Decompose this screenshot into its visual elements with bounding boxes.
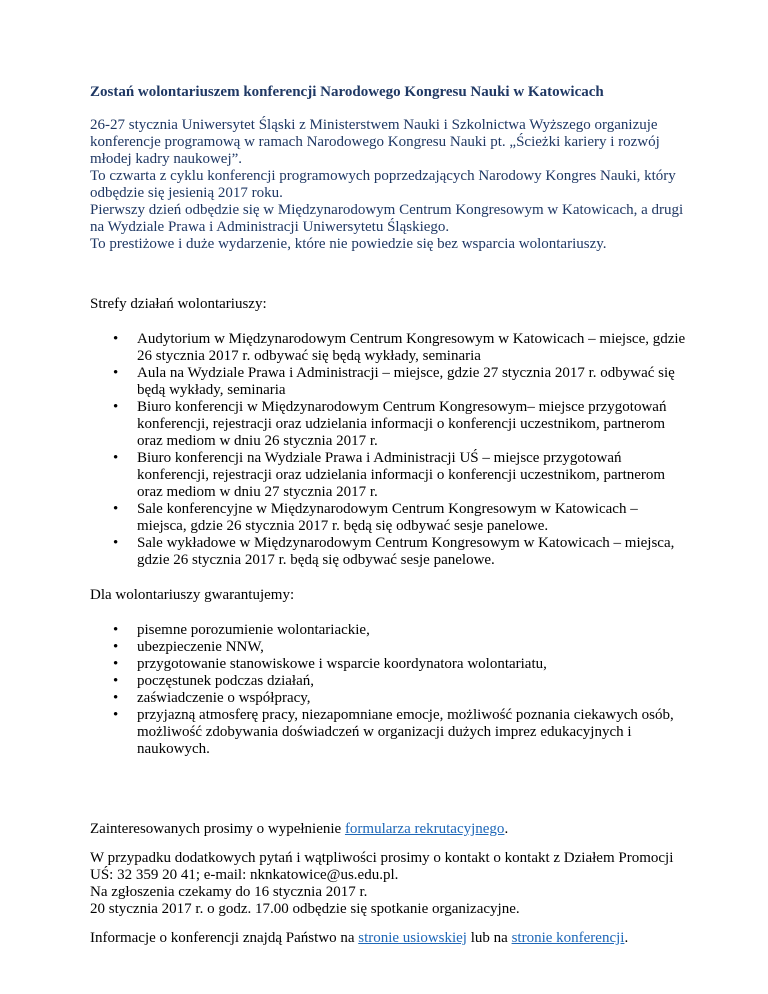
spacer bbox=[90, 776, 690, 821]
intro-line: Pierwszy dzień odbędzie się w Międzynarodowym Centrum Kongresowym w Katowicach, a drugi na Wydziale Prawa i Administracji Uniwersytetu Śląskiego. bbox=[90, 202, 684, 235]
intro-line: 26-27 stycznia Uniwersytet Śląski z Ministerstwem Nauki i Szkolnictwa Wyższego organizuje konferencje programową w ramach Narodowego Kongresu Nauki pt. „Ścieżki kariery i rozwój młodej kadry naukowej”. bbox=[90, 117, 660, 167]
info-mid: lub na bbox=[466, 930, 512, 946]
guarantee-list bbox=[90, 622, 690, 758]
recruitment-form-link[interactable]: formularza rekrutacyjnego bbox=[344, 821, 505, 837]
contact-line: Na zgłoszenia czekamy do 16 stycznia 2017 r. bbox=[90, 884, 368, 900]
intro-line: To czwarta z cyklu konferencji programowych poprzedzających Narodowy Kongres Nauki, który odbędzie się jesienią 2017 roku. bbox=[90, 168, 676, 201]
contact-line: W przypadku dodatkowych pytań i wątpliwości prosimy o kontakt o kontakt z Działem Promocji UŚ: 32 359 20 41; e-mail: nknkatowice@us.edu.pl. bbox=[90, 850, 674, 883]
list-item: • pisemne porozumienie wolontariackie, bbox=[137, 622, 690, 639]
list-item: • Sale konferencyjne w Międzynarodowym Centrum Kongresowym w Katowicach – miejsca, gdzie 26 stycznia 2017 r. będą się odbywać sesje panelowe. bbox=[137, 501, 690, 535]
zones-list bbox=[90, 331, 690, 569]
recruit-paragraph bbox=[90, 821, 690, 838]
recruit-end: . bbox=[504, 821, 509, 837]
list-item: • Biuro konferencji w Międzynarodowym Centrum Kongresowym– miejsce przygotowań konferencji, rejestracji oraz udzielania informacji o konferencji uczestnikom, partnerom oraz mediom w dniu 26 stycznia 2017 r. bbox=[137, 399, 690, 450]
list-item: • Aula na Wydziale Prawa i Administracji – miejsce, gdzie 27 stycznia 2017 r. odbywać się będą wykłady, seminaria bbox=[137, 365, 690, 399]
contact-section bbox=[90, 850, 690, 918]
contact-line: 20 stycznia 2017 r. o godz. 17.00 odbędzie się spotkanie organizacyjne. bbox=[90, 901, 520, 917]
document-page bbox=[90, 84, 690, 959]
intro-line: To prestiżowe i duże wydarzenie, które nie powiedzie się bez wsparcia wolontariuszy. bbox=[90, 236, 607, 252]
zones-heading: Strefy działań wolontariuszy: bbox=[90, 296, 267, 312]
info-paragraph bbox=[90, 930, 690, 947]
list-item: • ubezpieczenie NNW, bbox=[137, 639, 690, 656]
conference-page-link[interactable]: stronie konferencji bbox=[511, 930, 625, 946]
guarantee-heading: Dla wolontariuszy gwarantujemy: bbox=[90, 587, 295, 603]
info-end: . bbox=[624, 930, 629, 946]
list-item: • przyjazną atmosferę pracy, niezapomniane emocje, możliwość poznania ciekawych osób, możliwość zdobywania doświadczeń w organizacji dużych imprez edukacyjnych i naukowych. bbox=[137, 707, 690, 758]
university-page-link[interactable]: stronie usiowskiej bbox=[358, 930, 467, 946]
list-item: • zaświadczenie o współpracy, bbox=[137, 690, 690, 707]
list-item: • poczęstunek podczas działań, bbox=[137, 673, 690, 690]
list-item: • Sale wykładowe w Międzynarodowym Centrum Kongresowym w Katowicach – miejsca, gdzie 26 stycznia 2017 r. będą się odbywać sesje panelowe. bbox=[137, 535, 690, 569]
intro-section bbox=[90, 117, 690, 253]
recruit-text: Zainteresowanych prosimy o wypełnienie bbox=[90, 821, 345, 837]
list-item: • Audytorium w Międzynarodowym Centrum Kongresowym w Katowicach – miejsce, gdzie 26 stycznia 2017 r. odbywać się będą wykłady, seminaria bbox=[137, 331, 690, 365]
list-item: • Biuro konferencji na Wydziale Prawa i Administracji UŚ – miejsce przygotowań konferencji, rejestracji oraz udzielania informacji o konferencji uczestnikom, partnerom oraz mediom w dniu 27 stycznia 2017 r. bbox=[137, 450, 690, 501]
page-title: Zostań wolontariuszem konferencji Narodowego Kongresu Nauki w Katowicach bbox=[90, 84, 604, 100]
list-item: • przygotowanie stanowiskowe i wsparcie koordynatora wolontariatu, bbox=[137, 656, 690, 673]
info-text: Informacje o konferencji znajdą Państwo na bbox=[90, 930, 359, 946]
